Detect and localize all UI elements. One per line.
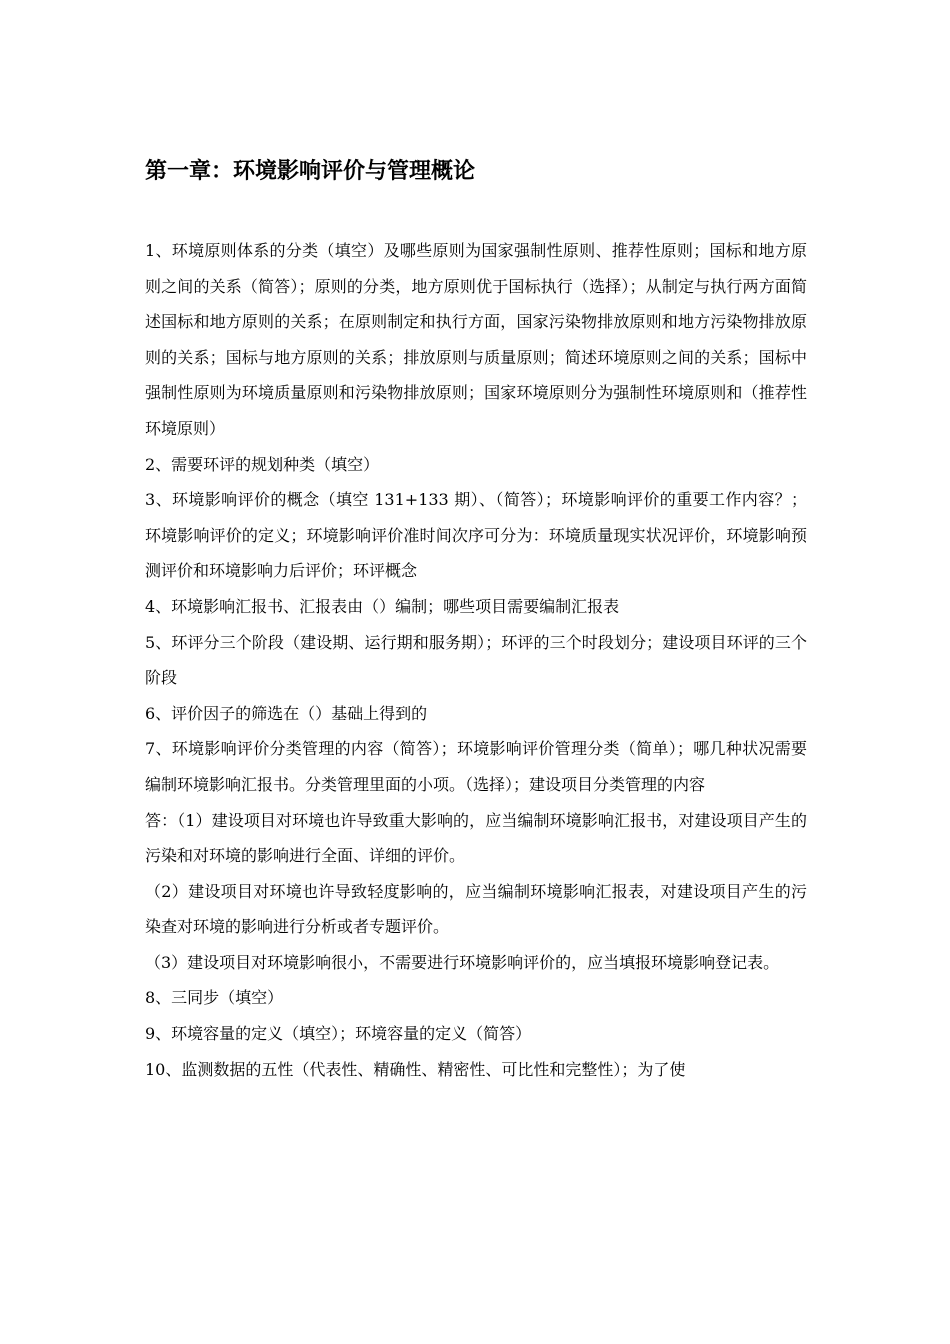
answer-paragraph: 答：（1）建设项目对环境也许导致重大影响的，应当编制环境影响汇报书，对建设项目产生的污染和对环境的影响进行全面、详细的评价。 (145, 810, 807, 866)
answer-item-3: （3）建设项目对环境影响很小，不需要进行环境影响评价的，应当填报环境影响登记表。 (145, 952, 780, 972)
paragraph-10: 10、监测数据的五性（代表性、精确性、精密性、可比性和完整性）；为了使 (145, 1059, 686, 1079)
paragraph-5: 5、环评分三个阶段（建设期、运行期和服务期）；环评的三个时段划分；建设项目环评的三个阶段 (145, 632, 807, 688)
paragraph-1: 1、环境原则体系的分类（填空）及哪些原则为国家强制性原则、推荐性原则；国标和地方原则之间的关系（简答）；原则的分类，地方原则优于国标执行（选择）；从制定与执行两方面简述国标和地方原则的关系；在原则制定和执行方面，国家污染物排放原则和地方污染物排放原则的关系；国标与地方原则的关系；排放原则与质量原则；简述环境原则之间的关系；国标中强制性原则为环境质量原则和污染物排放原则；国家环境原则分为强制性环境原则和（推荐性环境原则） (145, 241, 807, 438)
paragraph-9: 9、环境容量的定义（填空）；环境容量的定义（简答） (145, 1024, 532, 1044)
paragraph-2: 2、需要环评的规划种类（填空） (145, 454, 380, 474)
answer-item-2: （2）建设项目对环境也许导致轻度影响的，应当编制环境影响汇报表，对建设项目产生的污染查对环境的影响进行分析或者专题评价。 (145, 881, 807, 937)
paragraph-6: 6、评价因子的筛选在（）基础上得到的 (145, 703, 428, 723)
chapter-title: 第一章：环境影响评价与管理概论 (145, 159, 476, 184)
paragraph-8: 8、三同步（填空） (145, 988, 284, 1008)
paragraph-4: 4、环境影响汇报书、汇报表由（）编制；哪些项目需要编制汇报表 (145, 596, 620, 616)
paragraph-7: 7、环境影响评价分类管理的内容（简答）；环境影响评价管理分类（简单）；哪几种状况需要编制环境影响汇报书。分类管理里面的小项。（选择）；建设项目分类管理的内容 (145, 739, 807, 794)
document-body (145, 233, 807, 1087)
paragraph-3: 3、环境影响评价的概念（填空 131+133 期）、（简答）；环境影响评价的重要工作内容？；环境影响评价的定义；环境影响评价准时间次序可分为：环境质量现实状况评价，环境影响预测评价和环境影响力后评价；环评概念 (145, 490, 807, 581)
